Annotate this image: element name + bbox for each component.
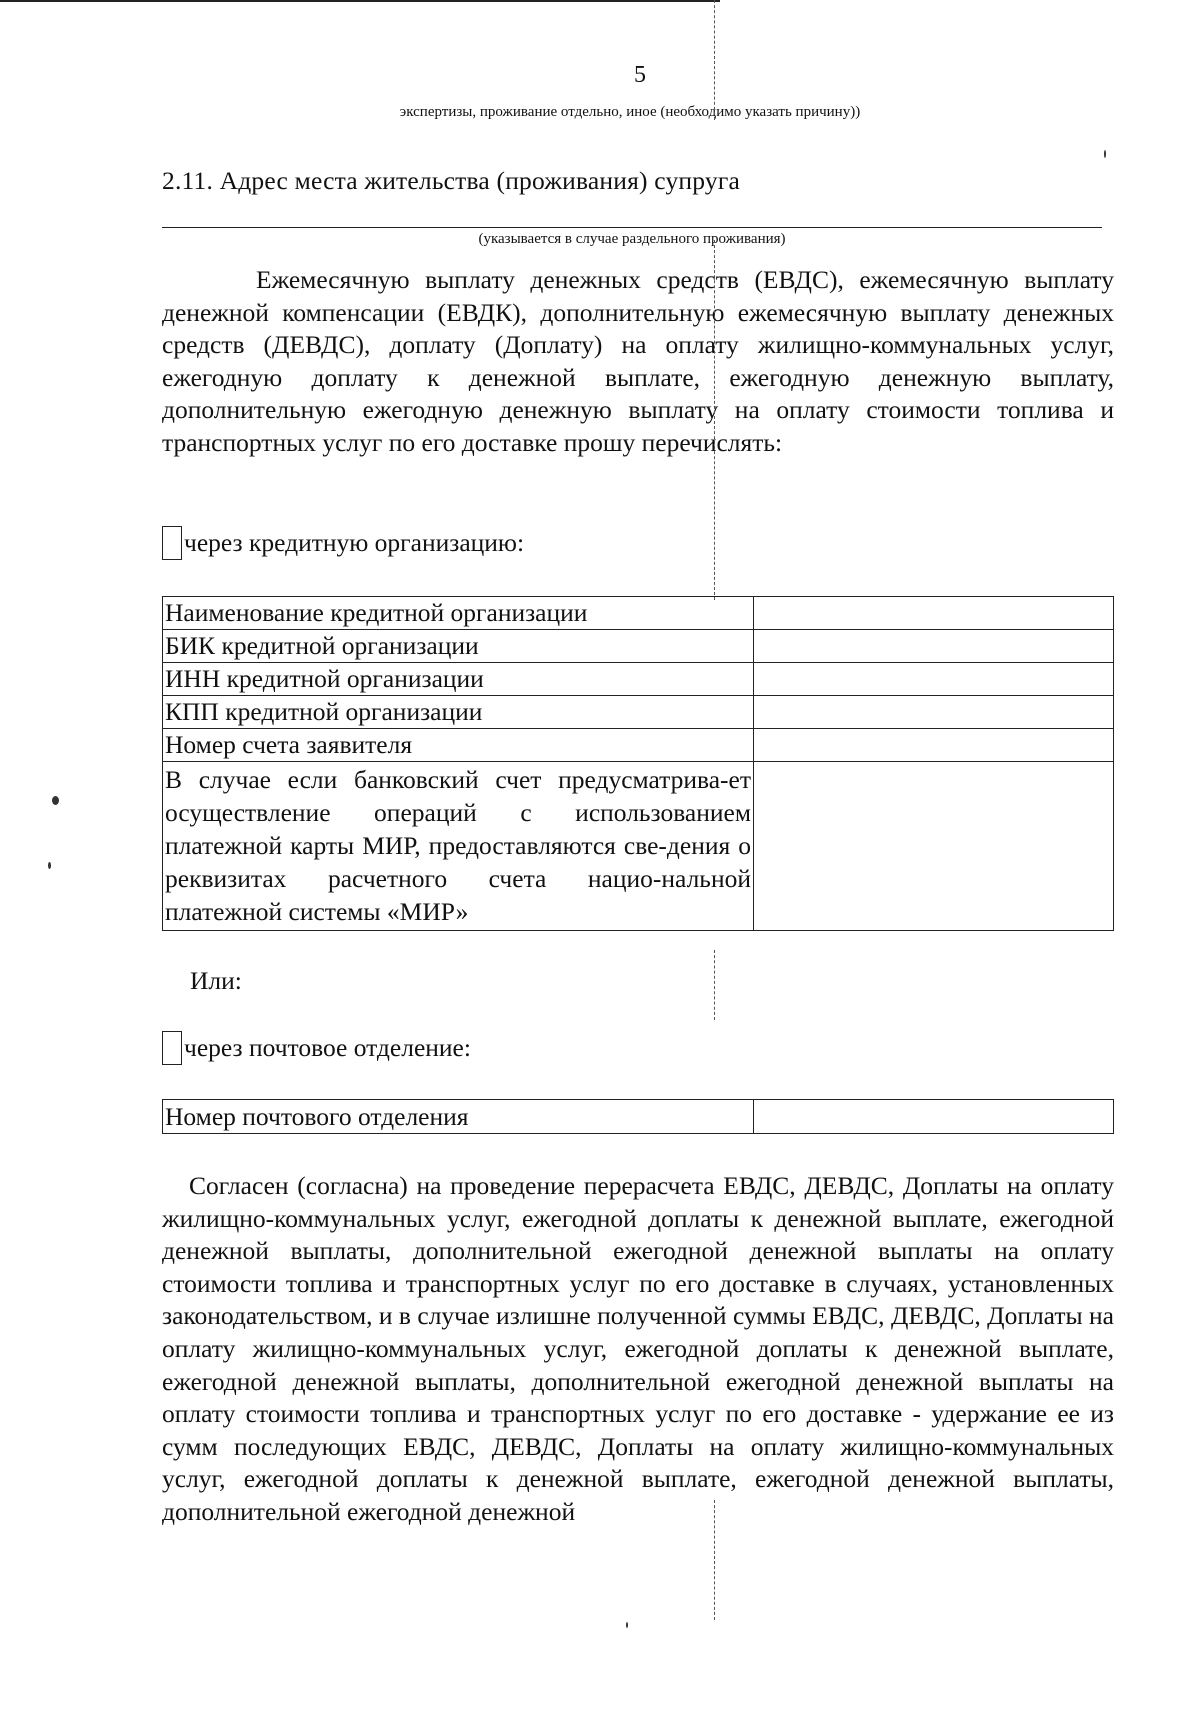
post-option[interactable] (162, 1031, 471, 1065)
bank-inn-field[interactable] (754, 663, 1114, 696)
table-row (163, 663, 1114, 696)
post-office-number-field[interactable] (754, 1100, 1114, 1134)
section-heading-spouse-address: 2.11. Адрес места жительства (проживания) супруга (162, 166, 741, 195)
bank-inn-label: ИНН кредитной организации (163, 663, 754, 696)
bank-option[interactable] (162, 526, 524, 560)
bank-bik-label: БИК кредитной организации (163, 630, 754, 663)
bank-name-field[interactable] (754, 597, 1114, 630)
bank-bik-field[interactable] (754, 630, 1114, 663)
scan-fold-line (714, 240, 715, 600)
consent-paragraph: Согласен (согласна) на проведение перерасчета ЕВДС, ДЕВДС, Доплаты на оплату жилищно-коммунальных услуг, ежегодной доплаты к денежной выплате, ежегодной денежной выплаты, дополнительной ежегодной денежной выплаты на оплату стоимости топлива и транспортных услуг по его доставке в случаях, установленных законодательством, и в случае излишне полученной суммы ЕВДС, ДЕВДС, Доплаты на оплату жилищно-коммунальных услуг, ежегодной доплаты к денежной выплате, ежегодной денежной выплаты, дополнительной ежегодной денежной выплаты на оплату стоимости топлива и транспортных услуг по его доставке - удержание ее из сумм последующих ЕВДС, ДЕВДС, Доплаты на оплату жилищно-коммунальных услуг, ежегодной доплаты к денежной выплате, ежегодной денежной выплаты, дополнительной ежегодной денежной (162, 1171, 1114, 1526)
scan-fold-line (714, 0, 715, 120)
bank-details-table (162, 596, 1114, 931)
scan-speck (52, 796, 59, 805)
mir-card-label: В случае если банковский счет предусматрива-ет осуществление операций с использованием платежной карты МИР, предоставляются све-дения о реквизитах расчетного счета нацио-нальной платежной системы «МИР» (163, 762, 754, 931)
table-row (163, 696, 1114, 729)
or-label: Или: (190, 966, 242, 995)
table-row (163, 729, 1114, 762)
post-option-label: через почтовое отделение: (184, 1033, 471, 1062)
continuation-note: экспертизы, проживание отдельно, иное (необходимо указать причину)) (399, 104, 861, 120)
account-number-label: Номер счета заявителя (163, 729, 754, 762)
page-number: 5 (634, 62, 646, 88)
post-office-table (162, 1099, 1114, 1134)
scan-fold-line (714, 950, 715, 1020)
scan-fold-line (714, 1500, 715, 1620)
post-checkbox[interactable] (162, 1031, 182, 1065)
scan-top-edge (0, 0, 720, 2)
scan-speck (48, 862, 51, 869)
bank-kpp-label: КПП кредитной организации (163, 696, 754, 729)
bank-option-label: через кредитную организацию: (184, 528, 525, 557)
bank-name-label: Наименование кредитной организации (163, 597, 754, 630)
table-row (163, 630, 1114, 663)
bank-checkbox[interactable] (162, 526, 182, 560)
post-office-number-label: Номер почтового отделения (163, 1100, 754, 1134)
scan-speck (626, 1622, 628, 1628)
scan-speck (1104, 150, 1106, 158)
mir-card-field[interactable] (754, 762, 1114, 931)
payment-request-paragraph: Ежемесячную выплату денежных средств (ЕВДС), ежемесячную выплату денежной компенсации (ЕВДК), дополнительную ежемесячную выплату денежных средств (ДЕВДС), доплату (Доплату) на оплату жилищно-коммунальных услуг, ежегодную доплату к денежной выплате, ежегодную денежную выплату, дополнительную ежегодную денежную выплату на оплату стоимости топлива и транспортных услуг по его доставке прошу перечислять: (162, 265, 1114, 457)
table-row (163, 1100, 1114, 1134)
spouse-address-line[interactable] (162, 227, 1102, 228)
table-row (163, 597, 1114, 630)
account-number-field[interactable] (754, 729, 1114, 762)
bank-kpp-field[interactable] (754, 696, 1114, 729)
spouse-address-hint: (указывается в случае раздельного проживания) (478, 231, 786, 247)
table-row (163, 762, 1114, 931)
